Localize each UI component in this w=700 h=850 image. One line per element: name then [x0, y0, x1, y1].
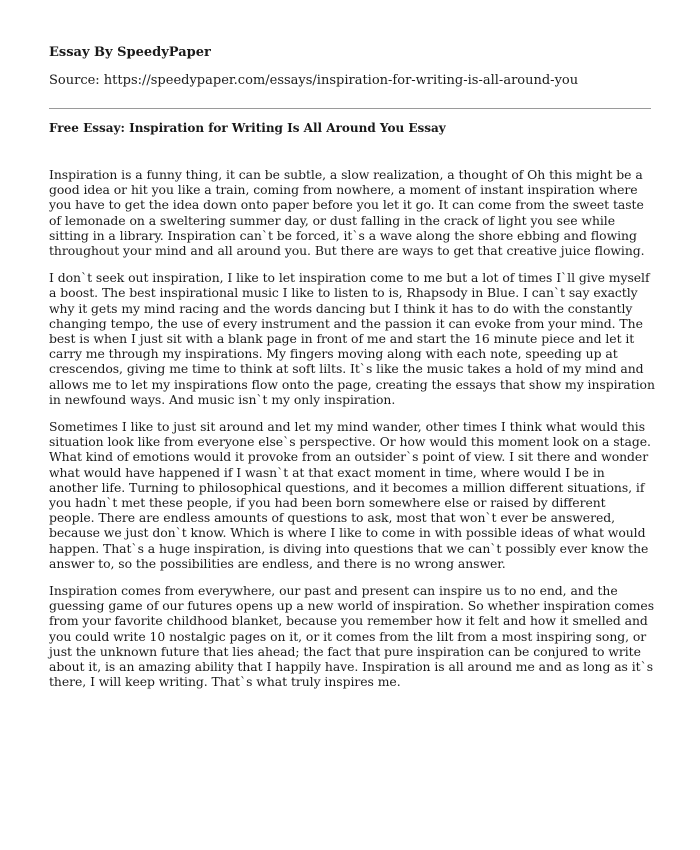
header-divider	[49, 108, 651, 109]
essay-paragraph-4: Inspiration comes from everywhere, our past and present can inspire us to no end, and the guessing game of our futures opens up a new world of inspiration. So whether inspiration comes from your favorite childhood blanket, because you remember how it felt and how it smelled and you could write 10 nostalgic pages on it, or it comes from the lilt from a most inspiring song, or just the unknown future that lies ahead; the fact that pure inspiration can be conjured to write about it, is an amazing ability that I happily have. Inspiration is all around me and as long as it`s there, I will keep writing. That`s what truly inspires me.	[49, 583, 655, 690]
document-header-title: Essay By SpeedyPaper	[49, 45, 211, 60]
essay-paragraph-1: Inspiration is a funny thing, it can be subtle, a slow realization, a thought of Oh this might be a good idea or hit you like a train, coming from nowhere, a moment of instant inspiration where you have to get the idea down onto paper before you let it go. It can come from the sweet taste of lemonade on a sweltering summer day, or dust falling in the crack of light you see while sitting in a library. Inspiration can`t be forced, it`s a wave along the shore ebbing and flowing throughout your mind and all around you. But there are ways to get that creative juice flowing.	[49, 167, 645, 259]
essay-paragraph-3: Sometimes I like to just sit around and let my mind wander, other times I think what would this situation look like from everyone else`s perspective. Or how would this moment look on a stage. What kind of emotions would it provoke from an outsider`s point of view. I sit there and wonder what would have happened if I wasn`t at that exact moment in time, where would I be in another life. Turning to philosophical questions, and it becomes a million different situations, if you hadn`t met these people, if you had been born somewhere else or raised by different people. There are endless amounts of questions to ask, most that won`t ever be answered, because we just don`t know. Which is where I like to come in with possible ideas of what would happen. That`s a huge inspiration, is diving into questions that we can`t possibly ever know the answer to, so the possibilities are endless, and there is no wrong answer.	[49, 419, 651, 571]
essay-body	[49, 167, 655, 702]
source-line: Source: https://speedypaper.com/essays/inspiration-for-writing-is-all-around-you	[49, 73, 579, 88]
essay-title: Free Essay: Inspiration for Writing Is All Around You Essay	[49, 121, 446, 135]
essay-paragraph-2: I don`t seek out inspiration, I like to let inspiration come to me but a lot of times I`ll give myself a boost. The best inspirational music I like to listen to is, Rhapsody in Blue. I can`t say exactly why it gets my mind racing and the words dancing but I think it has to do with the constantly changing tempo, the use of every instrument and the passion it can evoke from your mind. The best is when I just sit with a blank page in front of me and start the 16 minute piece and let it carry me through my inspirations. My fingers moving along with each note, speeding up at crescendos, giving me time to think at soft lilts. It`s like the music takes a hold of my mind and allows me to let my inspirations flow onto the page, creating the essays that show my inspiration in newfound ways. And music isn`t my only inspiration.	[49, 270, 655, 407]
